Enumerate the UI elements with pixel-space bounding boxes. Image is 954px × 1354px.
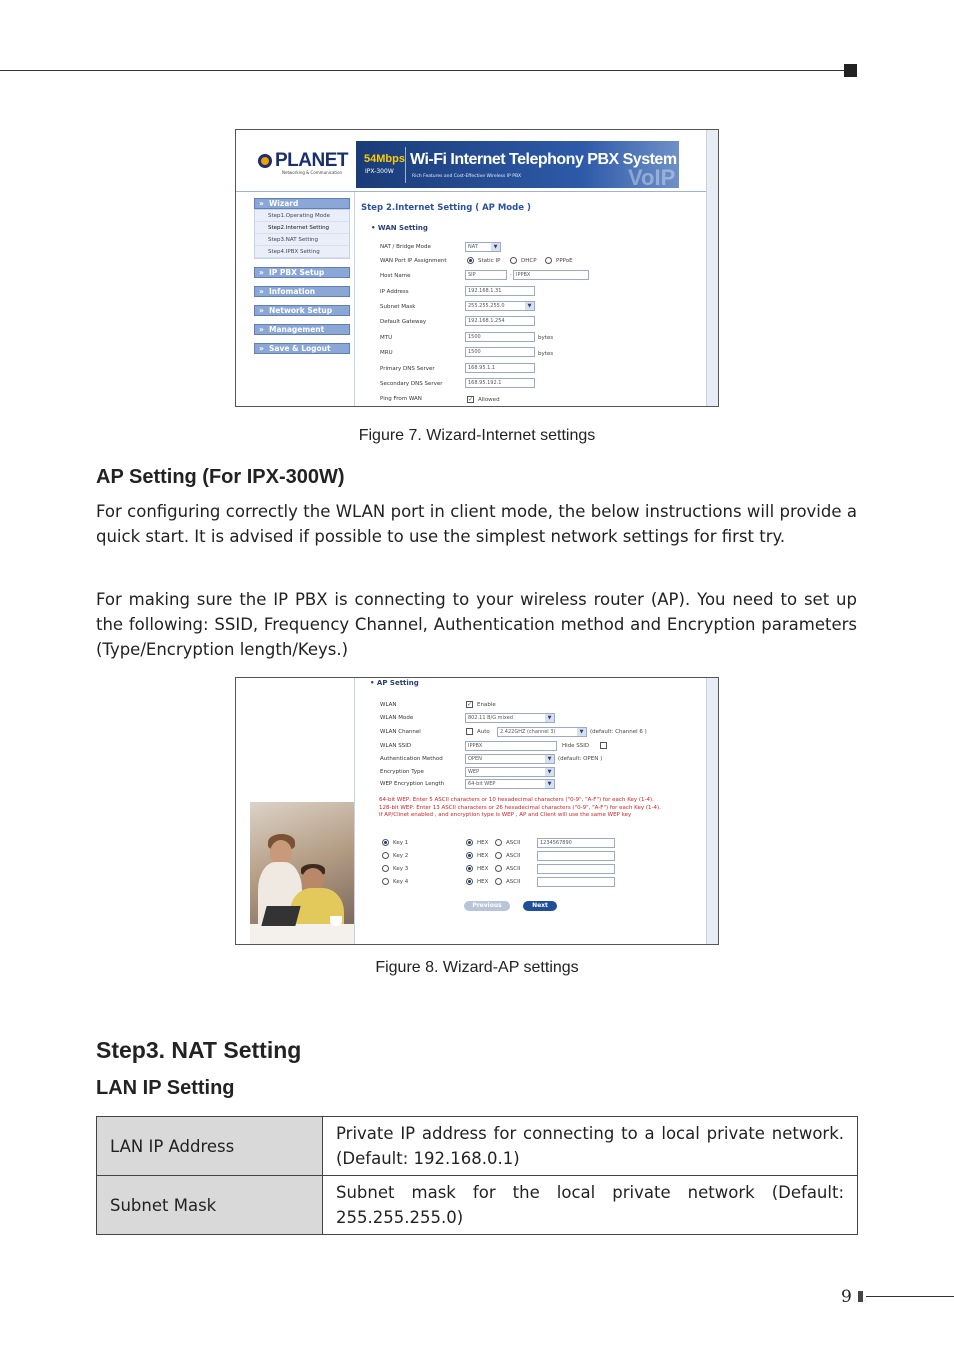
ap-paragraph-2: For making sure the IP PBX is connecting to your wireless router (AP). You need to set up the following: SSID, Frequency Channel, Authentication method and Encryption parameters (Type/Encryption length/Keys.): [96, 590, 857, 659]
nat-bridge-label: NAT / Bridge Mode: [380, 244, 431, 250]
banner-speed: 54Mbps: [364, 153, 405, 165]
key2-ascii-label: ASCII: [506, 853, 521, 859]
key2-label: Key 2: [393, 853, 409, 859]
key2-hex-label: HEX: [477, 853, 489, 859]
wlan-enable-checkbox[interactable]: ✓: [467, 701, 473, 708]
banner-model: IPX-300W: [365, 168, 394, 175]
encryption-type-select[interactable]: WEP ▼: [465, 767, 555, 777]
hide-ssid-checkbox[interactable]: [600, 742, 607, 749]
auth-default-note: (default: OPEN ): [558, 756, 603, 762]
wlan-mode-select[interactable]: 802.11 B/G mixed ▼: [465, 713, 555, 723]
planet-logo: PLANET: [258, 150, 348, 172]
table-key-cell: Subnet Mask: [97, 1176, 323, 1235]
menu-ip-pbx-setup[interactable]: » IP PBX Setup: [254, 267, 350, 278]
wlan-mode-label: WLAN Mode: [380, 715, 414, 721]
key4-hex-label: HEX: [477, 879, 489, 885]
key3-input[interactable]: [537, 864, 615, 874]
menu-infomation[interactable]: » Infomation: [254, 286, 350, 297]
footer-mark: [858, 1291, 863, 1302]
scrollbar[interactable]: [706, 678, 718, 944]
wan-assign-label: WAN Port IP Assignment: [380, 258, 447, 264]
lan-ip-setting-table: [96, 1116, 858, 1235]
previous-button[interactable]: Previous: [464, 901, 510, 911]
static-ip-radio[interactable]: [467, 257, 474, 264]
header-divider: [236, 191, 708, 192]
menu-management[interactable]: » Management: [254, 324, 350, 335]
figure2-caption: Figure 8. Wizard-AP settings: [375, 959, 579, 976]
logo-subtitle: Networking & Communication: [282, 170, 343, 175]
mtu-input[interactable]: 1500: [465, 332, 535, 342]
wep-length-select[interactable]: 64-bit WEP ▼: [465, 779, 555, 789]
wep-warning: [379, 797, 689, 820]
wlan-ssid-label: WLAN SSID: [380, 743, 412, 749]
key2-hex-radio[interactable]: [466, 852, 473, 859]
key3-ascii-label: ASCII: [506, 866, 521, 872]
pppoe-radio[interactable]: [545, 257, 552, 264]
gateway-label: Default Gateway: [380, 319, 427, 325]
table-value-cell: Private IP address for connecting to a local private network. (Default: 192.168.0.1): [323, 1117, 858, 1176]
key1-hex-label: HEX: [477, 840, 489, 846]
dns1-label: Primary DNS Server: [380, 366, 435, 372]
domain-name-input[interactable]: IPPBX: [513, 270, 589, 280]
double-chevron-icon: »: [259, 287, 264, 296]
submenu-step4[interactable]: Step4.IPBX Setting: [255, 246, 349, 258]
mru-label: MRU: [380, 350, 393, 356]
auth-method-label: Authentication Method: [380, 756, 443, 762]
channel-default-note: (default: Channel 6 ): [590, 729, 647, 735]
photo-shape: [250, 924, 354, 945]
wep-length-label: WEP Encryption Length: [380, 781, 445, 787]
key4-input[interactable]: [537, 877, 615, 887]
page-number: 9: [841, 1287, 852, 1307]
figure-wizard-ap: [235, 677, 719, 945]
double-chevron-icon: »: [259, 325, 264, 334]
host-dot: .: [510, 271, 512, 277]
key1-ascii-radio[interactable]: [495, 839, 502, 846]
sidebar-divider: [354, 192, 355, 406]
table-key-cell: LAN IP Address: [97, 1117, 323, 1176]
product-banner: [356, 141, 679, 188]
wlan-channel-select[interactable]: 2.422GHZ (channel 3) ▼: [497, 727, 587, 737]
couple-laptop-photo: [250, 802, 354, 945]
submenu-step3[interactable]: Step3.NAT Setting: [255, 234, 349, 246]
footer-rule: [866, 1296, 954, 1297]
ping-wan-label: Ping From WAN: [380, 396, 422, 402]
static-ip-label: Static IP: [478, 258, 501, 264]
ap-setting-heading: AP Setting (For IPX-300W): [96, 466, 345, 488]
key1-radio[interactable]: [382, 839, 389, 846]
channel-auto-label: Auto: [477, 729, 490, 735]
photo-shape: [261, 906, 300, 926]
double-chevron-icon: »: [259, 268, 264, 277]
banner-subtitle: Rich Features and Cost-Effective Wireless IP PBX: [412, 174, 522, 179]
wep-warning-128: 128-bit WEP: Enter 13 ASCII characters or 26 hexadecimal characters ("0-9", "A-F") for each Key (1-4).: [379, 804, 661, 811]
auth-method-select[interactable]: OPEN ▼: [465, 754, 555, 764]
submenu-step2[interactable]: Step2.Internet Setting: [255, 222, 349, 234]
wep-warning-shared: If AP/Clinet enabled , and encryption type is WEP , AP and Client will use the same WEP key: [379, 812, 632, 818]
sidebar-divider: [354, 678, 355, 945]
dns1-input[interactable]: 168.95.1.1: [465, 363, 535, 373]
key4-hex-radio[interactable]: [466, 878, 473, 885]
header-square-mark: [844, 64, 857, 77]
encryption-type-label: Encryption Type: [380, 769, 424, 775]
photo-shape: [330, 916, 342, 926]
subnet-mask-select[interactable]: 255.255.255.0 ▼: [465, 301, 535, 311]
key1-hex-radio[interactable]: [466, 839, 473, 846]
wlan-enable-label: Enable: [477, 702, 496, 708]
figure-wizard-internet: [235, 129, 719, 407]
wlan-ssid-input[interactable]: IPPBX: [465, 741, 557, 751]
key2-input[interactable]: [537, 851, 615, 861]
double-chevron-icon: »: [259, 199, 264, 208]
dhcp-label: DHCP: [521, 258, 537, 264]
step-title: Step 2.Internet Setting ( AP Mode ): [361, 203, 531, 213]
key3-ascii-radio[interactable]: [495, 865, 502, 872]
ping-wan-checkbox[interactable]: ✓: [468, 396, 474, 403]
key4-label: Key 4: [393, 879, 409, 885]
key3-radio[interactable]: [382, 865, 389, 872]
gateway-input[interactable]: 192.168.1.254: [465, 316, 535, 326]
next-button[interactable]: Next: [523, 901, 557, 911]
key2-radio[interactable]: [382, 852, 389, 859]
ap-paragraph-1: For configuring correctly the WLAN port in client mode, the below instructions will provide a quick start. It is advised if possible to use the simplest network settings for first try.: [96, 502, 857, 546]
table-row: [97, 1176, 858, 1235]
mru-input[interactable]: 1500: [465, 347, 535, 357]
table-row: [97, 1117, 858, 1176]
lan-ip-setting-heading: LAN IP Setting: [96, 1077, 235, 1099]
double-chevron-icon: »: [259, 306, 264, 315]
scrollbar[interactable]: [706, 130, 718, 406]
figure1-caption: Figure 7. Wizard-Internet settings: [358, 427, 596, 444]
key1-ascii-label: ASCII: [506, 840, 521, 846]
dns2-input[interactable]: 168.95.192.1: [465, 378, 535, 388]
table-value-cell: Subnet mask for the local private network (Default: 255.255.255.0): [323, 1176, 858, 1235]
key3-hex-radio[interactable]: [466, 865, 473, 872]
menu-save-logout[interactable]: » Save & Logout: [254, 343, 350, 354]
dns2-label: Secondary DNS Server: [380, 381, 443, 387]
channel-auto-checkbox[interactable]: [466, 728, 473, 735]
key3-hex-label: HEX: [477, 866, 489, 872]
key2-ascii-radio[interactable]: [495, 852, 502, 859]
header-rule: [0, 70, 850, 71]
key1-input[interactable]: 1234567890: [537, 838, 615, 848]
wan-setting-title: • WAN Setting: [371, 224, 428, 232]
wlan-label: WLAN: [380, 702, 397, 708]
nat-bridge-select[interactable]: NAT ▼: [465, 242, 501, 252]
key4-ascii-radio[interactable]: [495, 878, 502, 885]
key4-ascii-label: ASCII: [506, 879, 521, 885]
double-chevron-icon: »: [259, 344, 264, 353]
mtu-unit: bytes: [538, 335, 554, 341]
host-name-input[interactable]: SIP: [465, 270, 507, 280]
banner-voip-watermark: VoIP: [628, 165, 676, 190]
sidebar-menu: [254, 198, 350, 362]
menu-network-setup[interactable]: » Network Setup: [254, 305, 350, 316]
ip-address-label: IP Address: [380, 289, 409, 295]
menu-wizard[interactable]: » Wizard: [254, 198, 350, 209]
banner-title: Wi-Fi Internet Telephony PBX System: [410, 151, 677, 168]
submenu-step1[interactable]: Step1.Operating Mode: [255, 210, 349, 222]
mtu-label: MTU: [380, 335, 393, 341]
wizard-submenu: [254, 209, 350, 259]
hide-ssid-label: Hide SSID: [562, 743, 590, 749]
nat-setting-heading: Step3. NAT Setting: [96, 1037, 302, 1063]
ap-setting-title: • AP Setting: [370, 679, 419, 687]
ping-wan-value: Allowed: [478, 397, 500, 403]
host-name-label: Host Name: [380, 273, 411, 279]
key1-label: Key 1: [393, 840, 409, 846]
pppoe-label: PPPoE: [556, 258, 573, 264]
subnet-mask-label: Subnet Mask: [380, 304, 416, 310]
key4-radio[interactable]: [382, 878, 389, 885]
banner-divider: [405, 147, 406, 183]
key3-label: Key 3: [393, 866, 409, 872]
mru-unit: bytes: [538, 351, 554, 357]
wlan-channel-label: WLAN Channel: [380, 729, 421, 735]
wep-warning-64: 64-bit WEP: Enter 5 ASCII characters or 10 hexadecimal characters ("0-9", "A-F") for each Key (1-4).: [379, 797, 654, 803]
dhcp-radio[interactable]: [510, 257, 517, 264]
planet-logo-icon: [258, 154, 272, 168]
ip-address-input[interactable]: 192.168.1.31: [465, 286, 535, 296]
